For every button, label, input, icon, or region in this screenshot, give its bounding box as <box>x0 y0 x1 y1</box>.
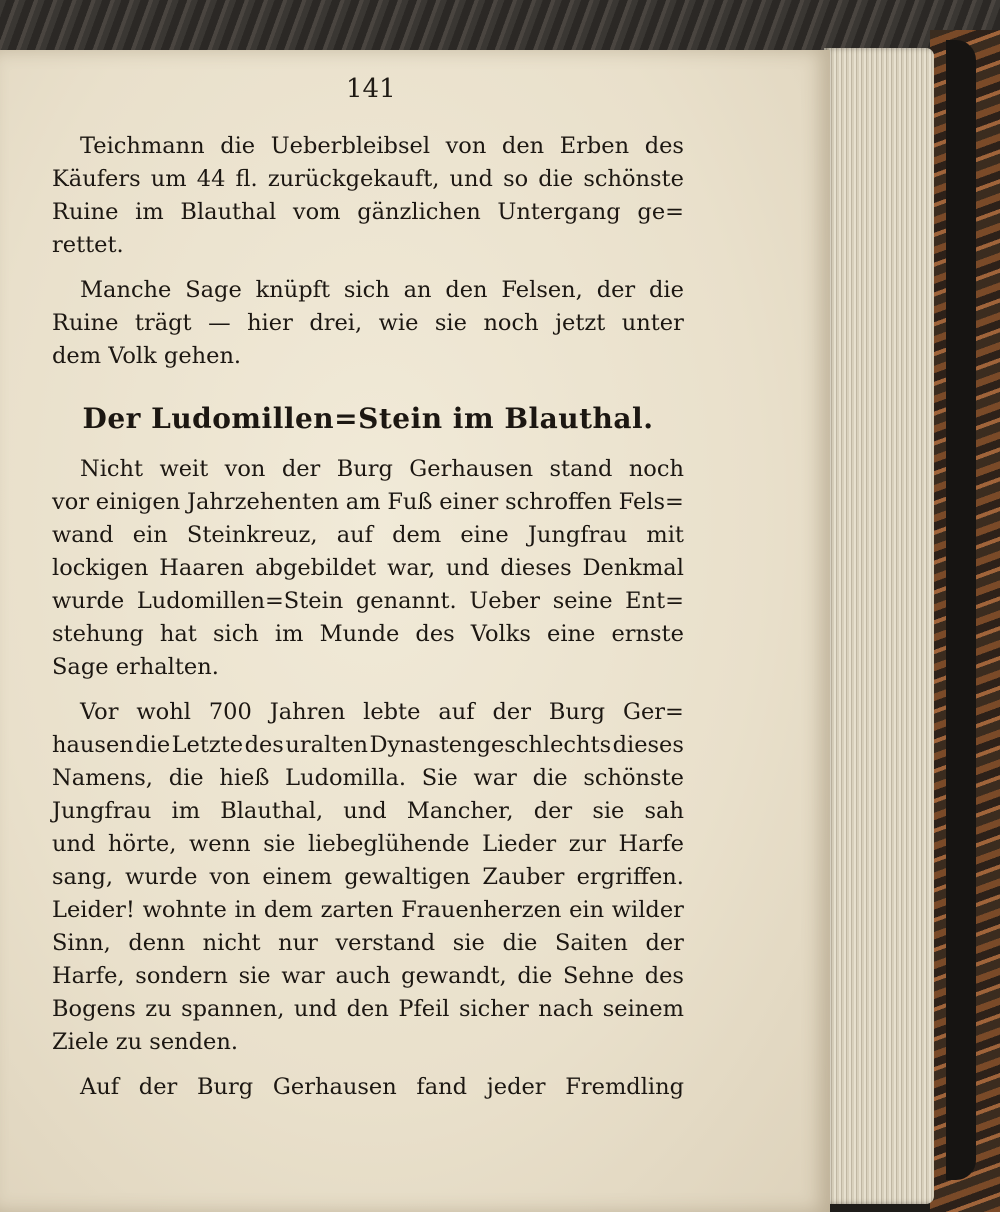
text-line: Teichmann die Ueberbleibsel von den Erben des <box>80 133 684 159</box>
book-cover-top <box>0 0 1000 52</box>
text-line: dem Volk gehen. <box>52 343 242 369</box>
text-line: hausen die Letzte des uralten Dynastengeschlechts dieses <box>52 732 684 758</box>
paragraph <box>52 696 684 1059</box>
text-line: wurde Ludomillen=Stein genannt. Ueber seine Ent= <box>52 588 684 614</box>
text-line: Bogens zu spannen, und den Pfeil sicher nach seinem <box>52 996 684 1022</box>
text-line: lockigen Haaren abgebildet war, und dieses Denkmal <box>52 555 684 581</box>
paragraph <box>52 130 684 262</box>
paragraph <box>52 274 684 373</box>
text-line: stehung hat sich im Munde des Volks eine ernste <box>52 621 684 647</box>
text-line: Leider! wohnte in dem zarten Frauenherzen ein wilder <box>52 897 684 923</box>
text-line: Ruine trägt — hier drei, wie sie noch jetzt unter <box>52 310 684 336</box>
text-line: vor einigen Jahrzehenten am Fuß einer schroffen Fels= <box>52 489 684 515</box>
page-text <box>52 130 684 1104</box>
text-line: Sinn, denn nicht nur verstand sie die Saiten der <box>52 930 684 956</box>
text-line: Vor wohl 700 Jahren lebte auf der Burg Ger= <box>80 699 684 725</box>
text-line: Harfe, sondern sie war auch gewandt, die Sehne des <box>52 963 684 989</box>
text-line: Nicht weit von der Burg Gerhausen stand noch <box>80 456 684 482</box>
text-line: und hörte, wenn sie liebeglühende Lieder zur Harfe <box>52 831 684 857</box>
text-line: Käufers um 44 fl. zurückgekauft, und so die schönste <box>52 166 684 192</box>
text-line: Sage erhalten. <box>52 654 219 680</box>
paragraph <box>52 453 684 684</box>
text-line: sang, wurde von einem gewaltigen Zauber ergriffen. <box>52 864 684 890</box>
text-line: Auf der Burg Gerhausen fand jeder Fremdling <box>80 1074 684 1100</box>
text-line: Manche Sage knüpft sich an den Felsen, der die <box>80 277 684 303</box>
page-number: 141 <box>346 74 396 104</box>
paragraph <box>52 1071 684 1104</box>
text-line: wand ein Steinkreuz, auf dem eine Jungfrau mit <box>52 522 684 548</box>
text-line: Ruine im Blauthal vom gänzlichen Untergang ge= <box>52 199 684 225</box>
text-line: rettet. <box>52 232 124 258</box>
text-line: Namens, die hieß Ludomilla. Sie war die schönste <box>52 765 684 791</box>
book-binding-edge <box>946 40 976 1180</box>
book-page <box>0 50 830 1212</box>
text-line: Jungfrau im Blauthal, und Mancher, der sie sah <box>52 798 684 824</box>
text-line: Ziele zu senden. <box>52 1029 239 1055</box>
page-stack-edge <box>824 48 934 1204</box>
section-heading: Der Ludomillen=Stein im Blauthal. <box>82 402 654 435</box>
